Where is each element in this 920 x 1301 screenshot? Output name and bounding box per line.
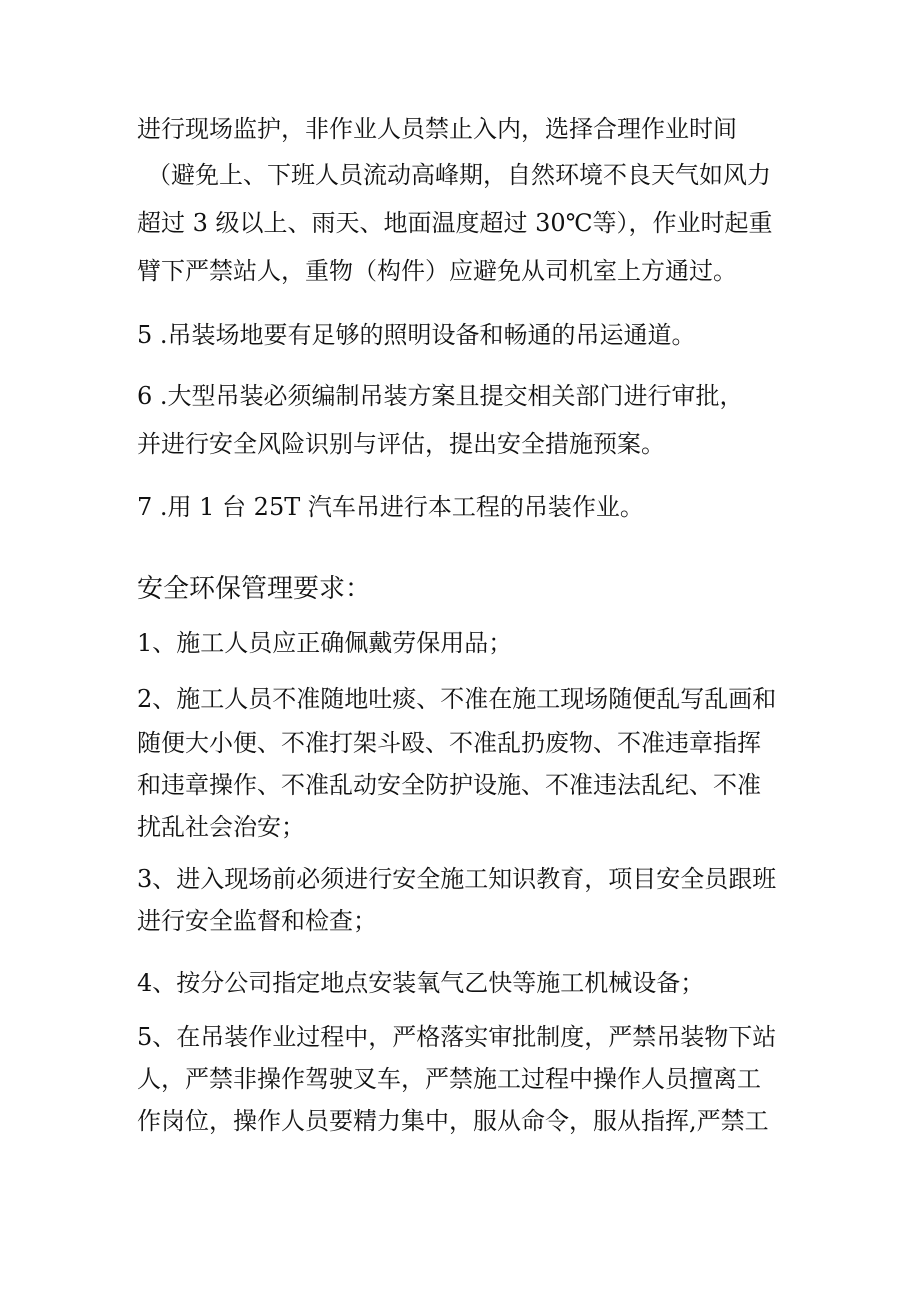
list-item-5-line-3: 作岗位，操作人员要精力集中，服从命令，服从指挥,严禁工 bbox=[137, 1107, 769, 1135]
paragraph-6-line-1: 6 .大型吊装必须编制吊装方案且提交相关部门进行审批， bbox=[137, 382, 744, 410]
paragraph-4-line-3: 超过 3 级以上、雨天、地面温度超过 30℃等），作业时起重 bbox=[137, 209, 773, 237]
paragraph-5: 5 .吊装场地要有足够的照明设备和畅通的吊运通道。 bbox=[137, 321, 696, 349]
paragraph-7: 7 .用 1 台 25T 汽车吊进行本工程的吊装作业。 bbox=[137, 493, 644, 521]
list-item-3-line-2: 进行安全监督和检查； bbox=[137, 907, 377, 935]
list-item-2-line-3: 和违章操作、不准乱动安全防护设施、不准违法乱纪、不准 bbox=[137, 771, 761, 799]
list-item-2-line-1: 2、施工人员不准随地吐痰、不准在施工现场随便乱写乱画和 bbox=[137, 685, 777, 713]
paragraph-4-line-1: 进行现场监护，非作业人员禁止入内，选择合理作业时间 bbox=[137, 115, 737, 143]
paragraph-4-line-2: （避免上、下班人员流动高峰期，自然环境不良天气如风力 bbox=[147, 161, 771, 189]
list-item-3-line-1: 3、进入现场前必须进行安全施工知识教育，项目安全员跟班 bbox=[137, 865, 777, 893]
section-heading: 安全环保管理要求： bbox=[137, 574, 372, 604]
list-item-4: 4、按分公司指定地点安装氧气乙快等施工机械设备； bbox=[137, 969, 705, 997]
list-item-2-line-4: 扰乱社会治安； bbox=[137, 813, 305, 841]
paragraph-6-line-2: 并进行安全风险识别与评估，提出安全措施预案。 bbox=[137, 430, 665, 458]
list-item-5-line-1: 5、在吊装作业过程中，严格落实审批制度，严禁吊装物下站 bbox=[137, 1023, 777, 1051]
list-item-5-line-2: 人，严禁非操作驾驶叉车，严禁施工过程中操作人员擅离工 bbox=[137, 1065, 761, 1093]
list-item-1: 1、施工人员应正确佩戴劳保用品； bbox=[137, 629, 513, 657]
paragraph-4-line-4: 臂下严禁站人，重物（构件）应避免从司机室上方通过。 bbox=[137, 257, 737, 285]
list-item-2-line-2: 随便大小便、不准打架斗殴、不准乱扔废物、不准违章指挥 bbox=[137, 729, 761, 757]
